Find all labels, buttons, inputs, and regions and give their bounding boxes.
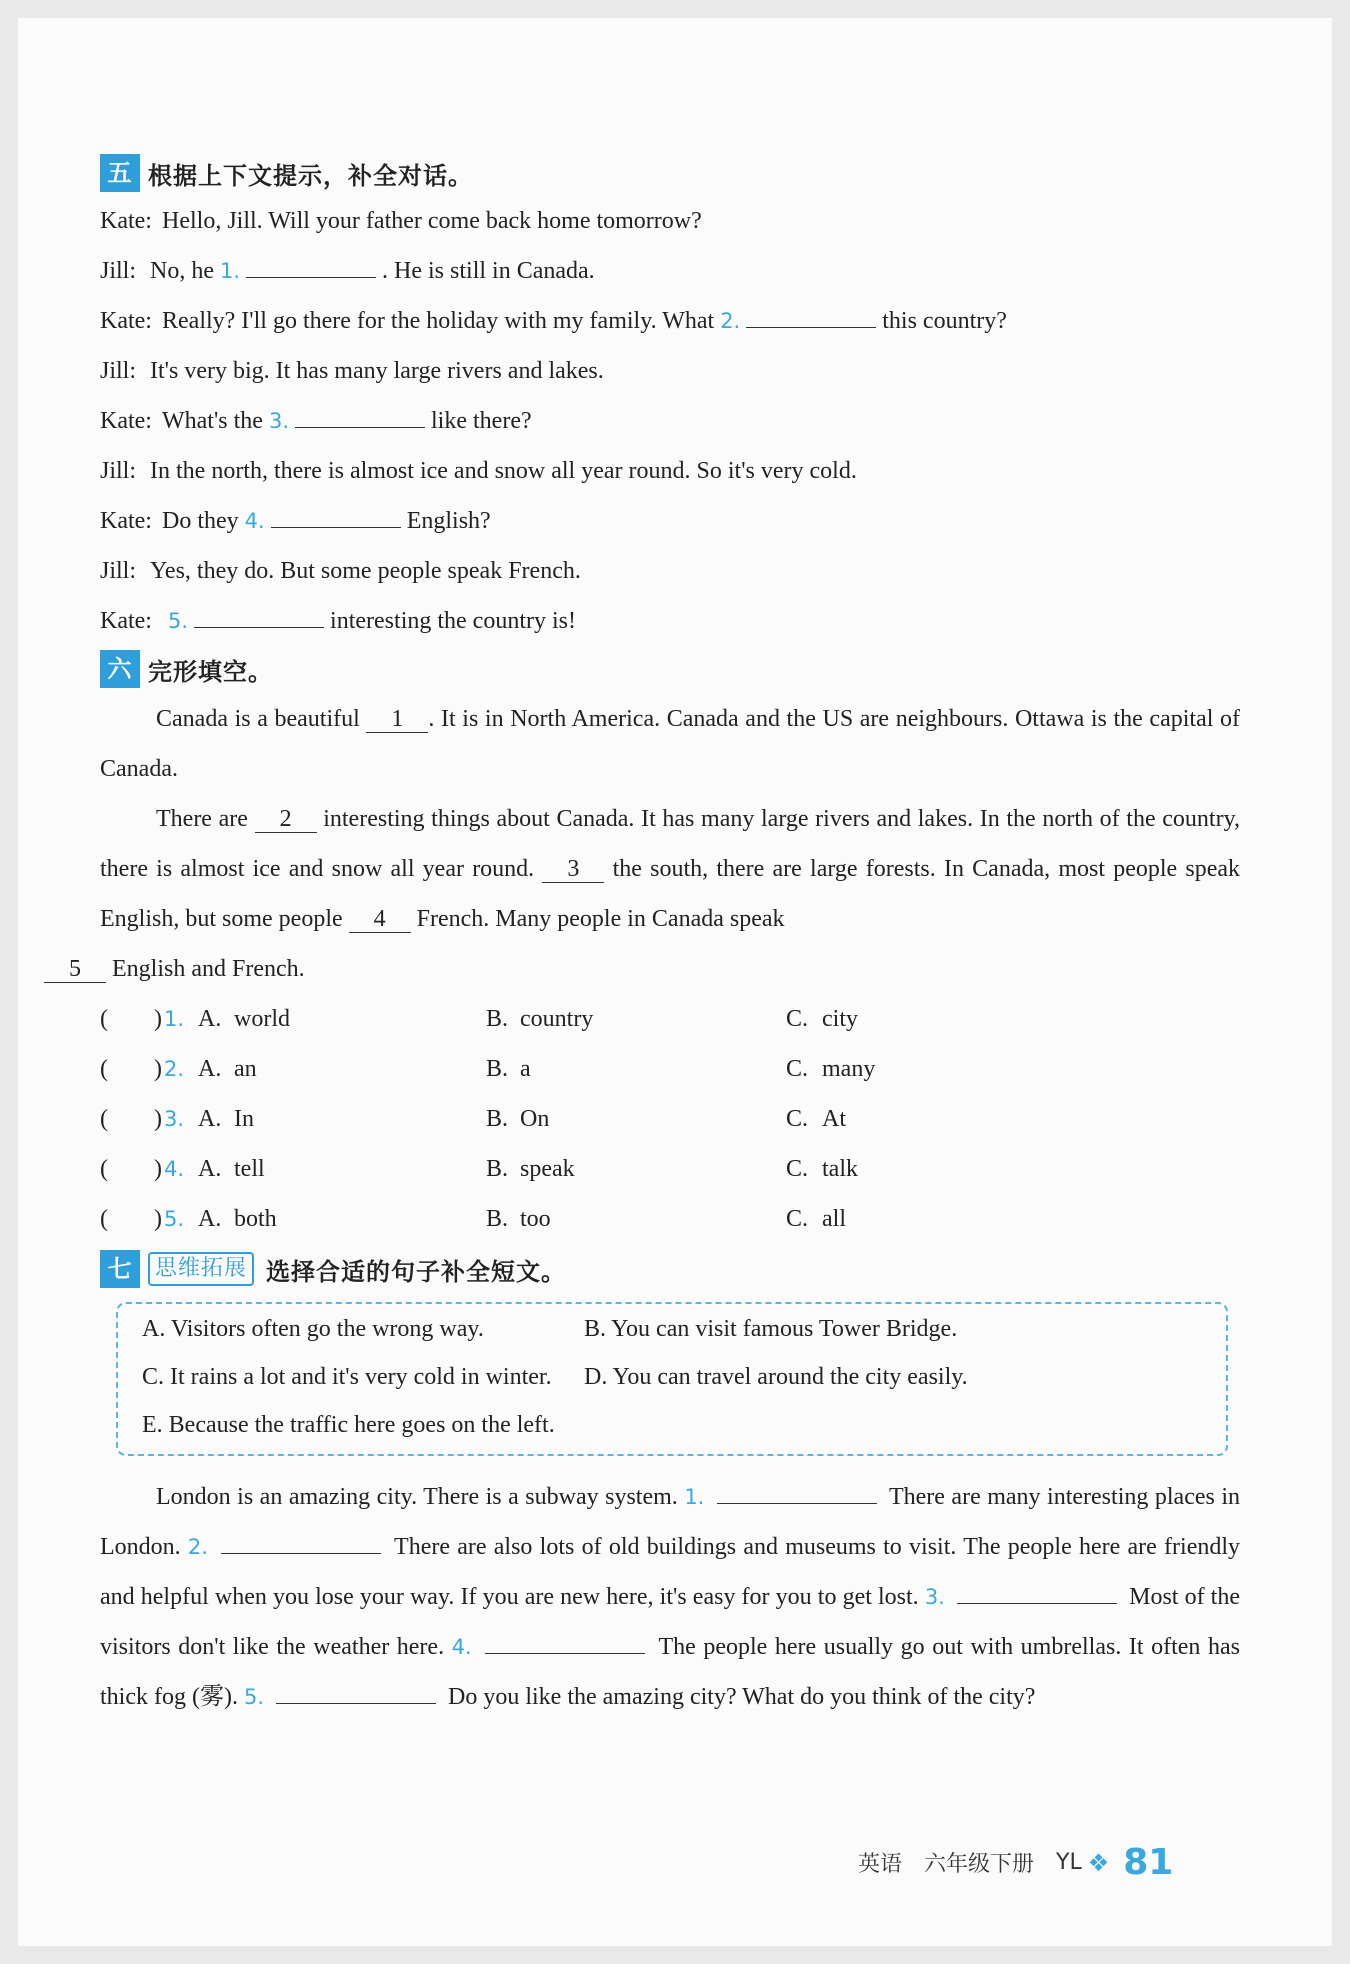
answer-paren-open[interactable]: (: [100, 1056, 108, 1082]
section5-title: 根据上下文提示，补全对话。: [148, 161, 473, 190]
blank-number: 1.: [684, 1485, 705, 1509]
option-a-letter: A.: [198, 1056, 222, 1082]
option-a-text: world: [234, 1006, 290, 1032]
passage-blank-1[interactable]: [717, 1481, 877, 1504]
choice-a: A. Visitors often go the wrong way.: [142, 1316, 484, 1342]
dialog-text: Really? I'll go there for the holiday with my family. What: [162, 308, 715, 334]
speaker-label: Kate:: [100, 608, 152, 634]
passage-text: Most of the visitors don't like the weather here.: [100, 1584, 1241, 1660]
option-c-letter: C.: [786, 1106, 809, 1132]
blank-number: 5.: [168, 609, 189, 633]
dialog-line: [100, 196, 1240, 246]
answer-paren-open[interactable]: (: [100, 1206, 108, 1232]
option-row: [100, 1194, 1240, 1244]
option-a-letter: A.: [198, 1006, 222, 1032]
passage-text: There are many interesting places in London.: [100, 1484, 1241, 1560]
blank-number: 4.: [451, 1635, 472, 1659]
dialog-text: Hello, Jill. Will your father come back home tomorrow?: [162, 208, 702, 234]
option-b-letter: B.: [486, 1056, 509, 1082]
dialog: [100, 196, 1240, 646]
dialog-line: [100, 296, 1240, 346]
section6-header: [100, 650, 1240, 688]
cloze-paragraph-2: [69, 794, 1241, 994]
question-number: 3.: [164, 1107, 185, 1131]
page-footer: [858, 1842, 1173, 1883]
cloze-text: . It is in North America. Canada and the US are neighbours. Ottawa is the capital of Canada.: [100, 706, 1241, 782]
reading-passage: [100, 1472, 1240, 1722]
blank-number: 2.: [720, 309, 741, 333]
option-c-text: many: [822, 1056, 876, 1082]
option-c-letter: C.: [786, 1006, 809, 1032]
passage-text: The people here usually go out with umbrellas. It often has thick fog (雾).: [100, 1634, 1241, 1710]
option-a-text: tell: [234, 1156, 265, 1182]
cloze-text: the south, there are large forests. In Canada, most people speak English, but some people: [100, 856, 1241, 932]
dialog-line: [100, 246, 1240, 296]
page-content: [69, 154, 1241, 1722]
blank-number: 3.: [924, 1585, 945, 1609]
cloze-text: French. Many people in Canada speak: [416, 906, 785, 932]
blank-number: 1.: [219, 259, 241, 283]
section5-header: [100, 154, 1240, 192]
question-number: 1.: [164, 1007, 185, 1031]
option-b-letter: B.: [486, 1006, 509, 1032]
dialog-line: [100, 496, 1240, 546]
option-c-letter: C.: [786, 1056, 809, 1082]
speaker-label: Kate:: [100, 308, 152, 334]
section6-badge: 六: [100, 650, 140, 688]
dialog-blank[interactable]: [246, 255, 376, 278]
option-row: [100, 1094, 1240, 1144]
choice-c: C. It rains a lot and it's very cold in winter.: [142, 1364, 552, 1390]
footer-grade: 六年级下册: [924, 1852, 1035, 1877]
option-a-text: In: [234, 1106, 254, 1132]
passage-blank-3[interactable]: [957, 1581, 1117, 1604]
cloze-blank-1[interactable]: 1: [366, 706, 428, 733]
question-number: 4.: [164, 1157, 185, 1181]
option-a-letter: A.: [198, 1206, 222, 1232]
page-number: 81: [1123, 1842, 1174, 1883]
dialog-text: Yes, they do. But some people speak French.: [150, 558, 581, 584]
section7-title: 选择合适的句子补全短文。: [266, 1257, 567, 1286]
option-a-text: an: [234, 1056, 257, 1082]
choice-d: D. You can travel around the city easily.: [584, 1364, 968, 1390]
speaker-label: Kate:: [100, 508, 152, 534]
footer-edition: YL: [1056, 1850, 1082, 1875]
dialog-text: In the north, there is almost ice and snow all year round. So it's very cold.: [150, 458, 857, 484]
dialog-blank[interactable]: [271, 505, 401, 528]
cloze-blank-5[interactable]: 5: [44, 956, 106, 983]
dialog-text: . He is still in Canada.: [382, 258, 595, 284]
option-b-letter: B.: [486, 1206, 509, 1232]
answer-paren-open[interactable]: (: [100, 1106, 108, 1132]
answer-paren-close: ): [154, 1056, 162, 1082]
section7-header: [100, 1250, 1240, 1288]
dialog-text: Do they: [162, 508, 239, 534]
option-b-letter: B.: [486, 1106, 509, 1132]
dialog-text: this country?: [882, 308, 1007, 334]
option-c-text: city: [822, 1006, 858, 1032]
blank-number: 5.: [243, 1685, 265, 1709]
option-c-text: At: [822, 1106, 846, 1132]
dialog-text: It's very big. It has many large rivers and lakes.: [150, 358, 604, 384]
dialog-line: [100, 396, 1240, 446]
option-c-letter: C.: [786, 1206, 809, 1232]
option-b-letter: B.: [486, 1156, 509, 1182]
speaker-label: Jill:: [100, 458, 137, 484]
option-b-text: country: [520, 1006, 594, 1032]
option-b-text: too: [520, 1206, 551, 1232]
option-c-text: all: [822, 1206, 846, 1232]
cloze-blank-2[interactable]: 2: [255, 806, 317, 833]
cloze-blank-3[interactable]: 3: [542, 856, 604, 883]
passage-blank-2[interactable]: [221, 1531, 381, 1554]
passage-blank-4[interactable]: [485, 1631, 645, 1654]
cloze-blank-4[interactable]: 4: [349, 906, 411, 933]
dialog-blank[interactable]: [746, 305, 876, 328]
answer-paren-close: ): [154, 1106, 162, 1132]
option-a-letter: A.: [198, 1156, 222, 1182]
dialog-line: [100, 546, 1240, 596]
dialog-blank[interactable]: [295, 405, 425, 428]
speaker-label: Jill:: [100, 558, 137, 584]
dialog-blank[interactable]: [194, 605, 324, 628]
blank-number: 3.: [268, 409, 290, 433]
cloze-text: Canada is a beautiful: [156, 706, 360, 732]
option-c-text: talk: [822, 1156, 858, 1182]
dialog-line: [100, 596, 1240, 646]
question-number: 5.: [164, 1207, 185, 1231]
speaker-label: Kate:: [100, 208, 152, 234]
answer-paren-close: ): [154, 1006, 162, 1032]
cloze-text: English and French.: [112, 956, 305, 982]
dialog-text: No, he: [150, 258, 214, 284]
diamond-icon: ❖: [1087, 1848, 1110, 1877]
option-b-text: a: [520, 1056, 531, 1082]
dialog-text: What's the: [162, 408, 263, 434]
dialog-text: English?: [406, 508, 491, 534]
cloze-options: [100, 994, 1240, 1244]
speaker-label: Kate:: [100, 408, 152, 434]
option-row: [100, 1044, 1240, 1094]
cloze-text: There are: [156, 806, 248, 832]
answer-paren-open[interactable]: (: [100, 1156, 108, 1182]
speaker-label: Jill:: [100, 358, 137, 384]
dialog-line: [100, 446, 1240, 496]
blank-number: 4.: [244, 509, 265, 533]
option-a-letter: A.: [198, 1106, 222, 1132]
option-row: [100, 1144, 1240, 1194]
option-a-text: both: [234, 1206, 277, 1232]
option-c-letter: C.: [786, 1156, 809, 1182]
option-row: [100, 994, 1240, 1044]
question-number: 2.: [164, 1057, 185, 1081]
cloze-paragraph-1: [100, 694, 1240, 794]
blank-number: 2.: [187, 1535, 208, 1559]
footer-subject: 英语: [858, 1852, 903, 1877]
answer-paren-open[interactable]: (: [100, 1006, 108, 1032]
passage-text: There are also lots of old buildings and museums to visit. The people here are friendly and helpful when you lose your way. If you are new here, it's easy for you to get lost.: [100, 1534, 1241, 1610]
passage-blank-5[interactable]: [276, 1681, 436, 1704]
dialog-text: interesting the country is!: [330, 608, 576, 634]
answer-paren-close: ): [154, 1206, 162, 1232]
workbook-page: [18, 18, 1332, 1946]
dialog-text: like there?: [431, 408, 532, 434]
section5-badge: 五: [100, 154, 140, 192]
section7-tag: 思维拓展: [148, 1252, 254, 1286]
passage-text: Do you like the amazing city? What do you think of the city?: [448, 1684, 1036, 1710]
speaker-label: Jill:: [100, 258, 137, 284]
sentence-choices-box: [116, 1302, 1228, 1456]
dialog-line: [100, 346, 1240, 396]
cloze-text: interesting things about Canada. It has many large rivers and lakes. In the north of the country, there is almost ice and snow all year round.: [100, 806, 1241, 882]
choice-b: B. You can visit famous Tower Bridge.: [584, 1316, 958, 1342]
section6-title: 完形填空。: [148, 657, 273, 686]
option-b-text: speak: [520, 1156, 575, 1182]
section7-badge: 七: [100, 1250, 140, 1288]
choice-e: E. Because the traffic here goes on the left.: [142, 1412, 555, 1438]
answer-paren-close: ): [154, 1156, 162, 1182]
option-b-text: On: [520, 1106, 550, 1132]
passage-text: London is an amazing city. There is a subway system.: [156, 1484, 678, 1510]
